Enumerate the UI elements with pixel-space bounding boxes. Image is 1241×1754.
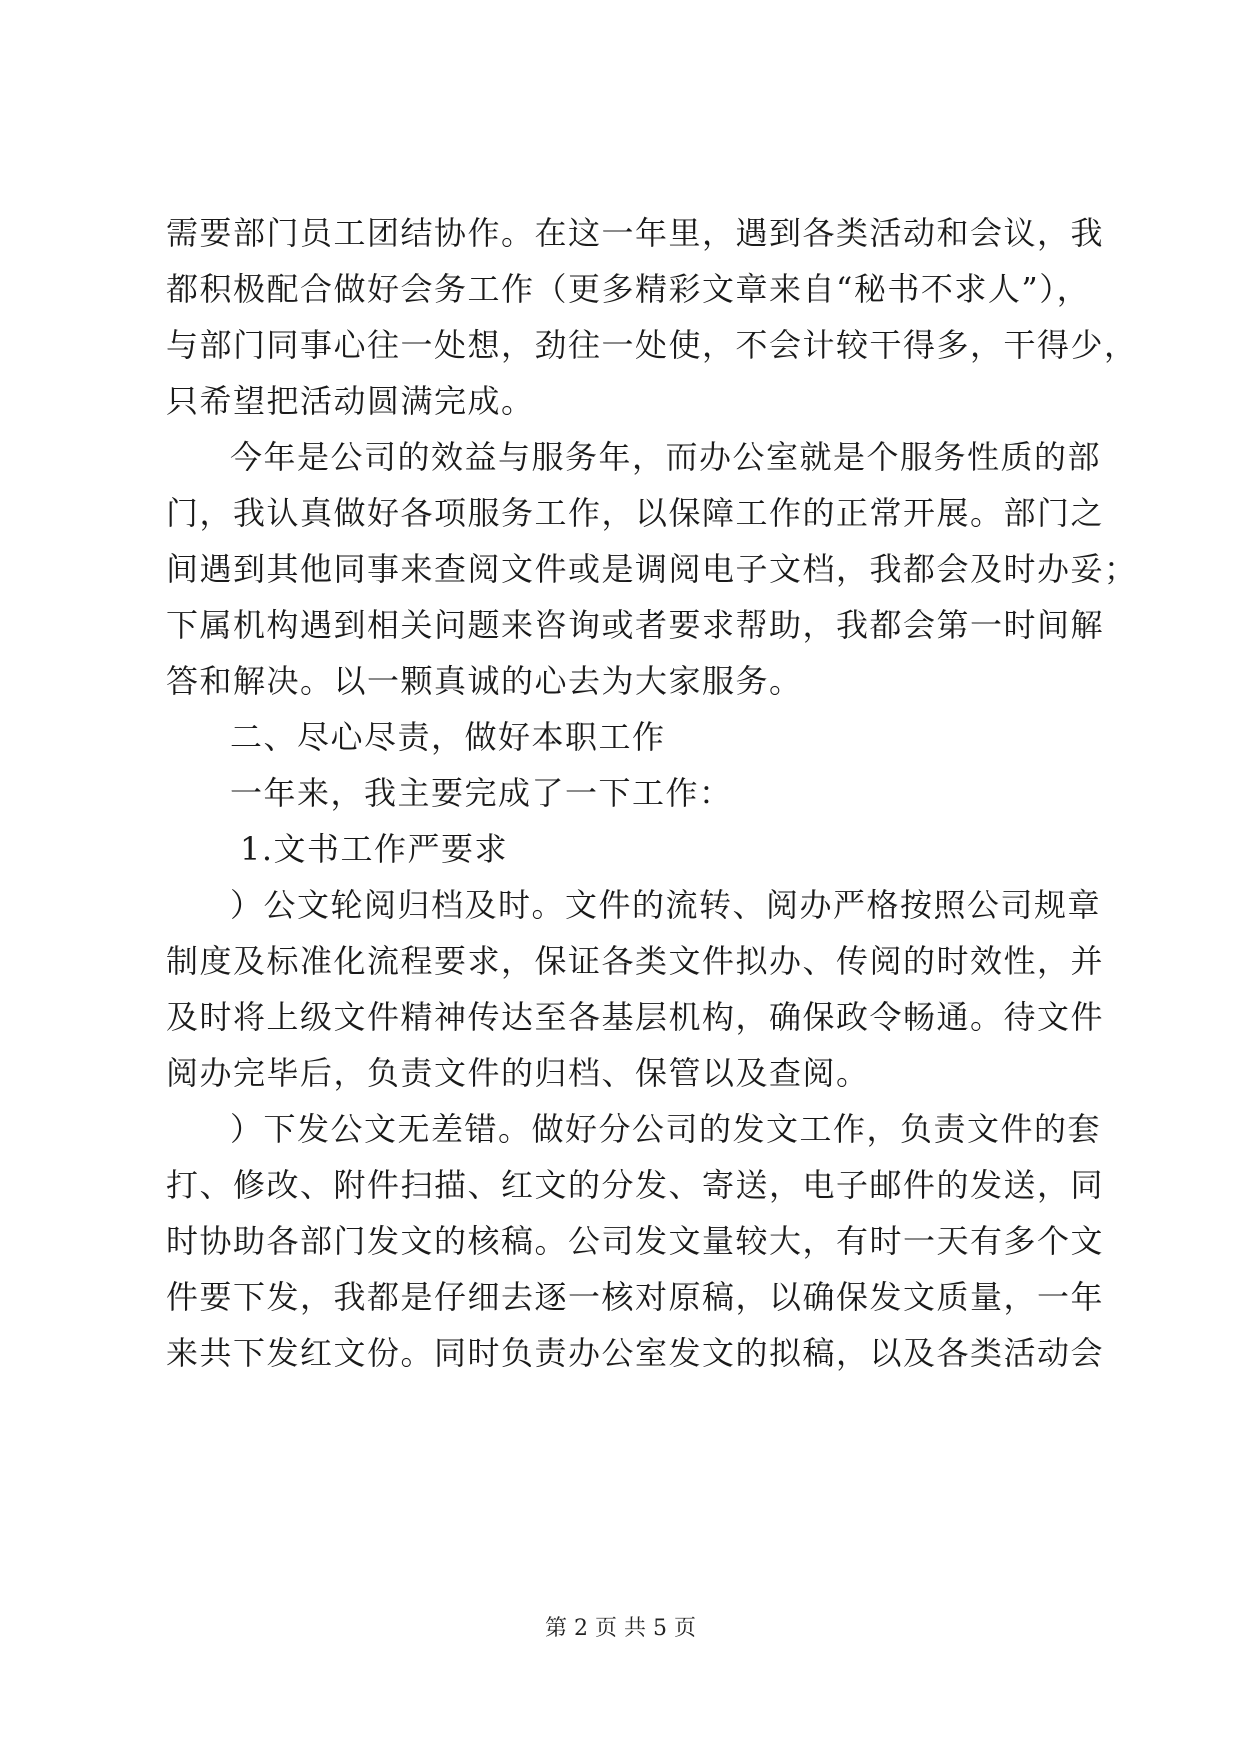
section-heading: 二、尽心尽责，做好本职工作 <box>230 718 666 756</box>
text-line: 阅办完毕后，负责文件的归档、保管以及查阅。 <box>166 1054 870 1092</box>
text-line: 件要下发，我都是仔细去逐一核对原稿，以确保发文质量，一年 <box>166 1278 1105 1316</box>
page-number-footer: 第 2 页 共 5 页 <box>545 1616 696 1641</box>
text-line: 只希望把活动圆满完成。 <box>166 382 535 420</box>
text-line: 今年是公司的效益与服务年，而办公室就是个服务性质的部 <box>230 438 1102 476</box>
text-line: 及时将上级文件精神传达至各基层机构，确保政令畅通。待文件 <box>166 998 1105 1036</box>
text-line: ）下发公文无差错。做好分公司的发文工作，负责文件的套 <box>230 1110 1102 1148</box>
text-line: 答和解决。以一颗真诚的心去为大家服务。 <box>166 662 803 700</box>
text-line: 制度及标准化流程要求，保证各类文件拟办、传阅的时效性，并 <box>166 942 1105 980</box>
text-line: 时协助各部门发文的核稿。公司发文量较大，有时一天有多个文 <box>166 1222 1105 1260</box>
text-line: 与部门同事心往一处想，劲往一处使，不会计较干得多，干得少， <box>166 326 1138 364</box>
text-line: 门，我认真做好各项服务工作，以保障工作的正常开展。部门之 <box>166 494 1105 532</box>
text-line: ）公文轮阅归档及时。文件的流转、阅办严格按照公司规章 <box>230 886 1102 924</box>
text-line: 下属机构遇到相关问题来咨询或者要求帮助，我都会第一时间解 <box>166 606 1105 644</box>
text-line: 都积极配合做好会务工作（更多精彩文章来自“秘书不求人”）， <box>166 270 1091 308</box>
text-line: 间遇到其他同事来查阅文件或是调阅电子文档，我都会及时办妥； <box>166 550 1138 588</box>
text-line: 一年来，我主要完成了一下工作： <box>230 774 733 812</box>
text-line: 来共下发红文份。同时负责办公室发文的拟稿，以及各类活动会 <box>166 1334 1105 1372</box>
subsection-heading: 1.文书工作严要求 <box>240 830 509 868</box>
text-line: 打、修改、附件扫描、红文的分发、寄送，电子邮件的发送，同 <box>166 1166 1105 1204</box>
text-line: 需要部门员工团结协作。在这一年里，遇到各类活动和会议，我 <box>166 214 1105 252</box>
